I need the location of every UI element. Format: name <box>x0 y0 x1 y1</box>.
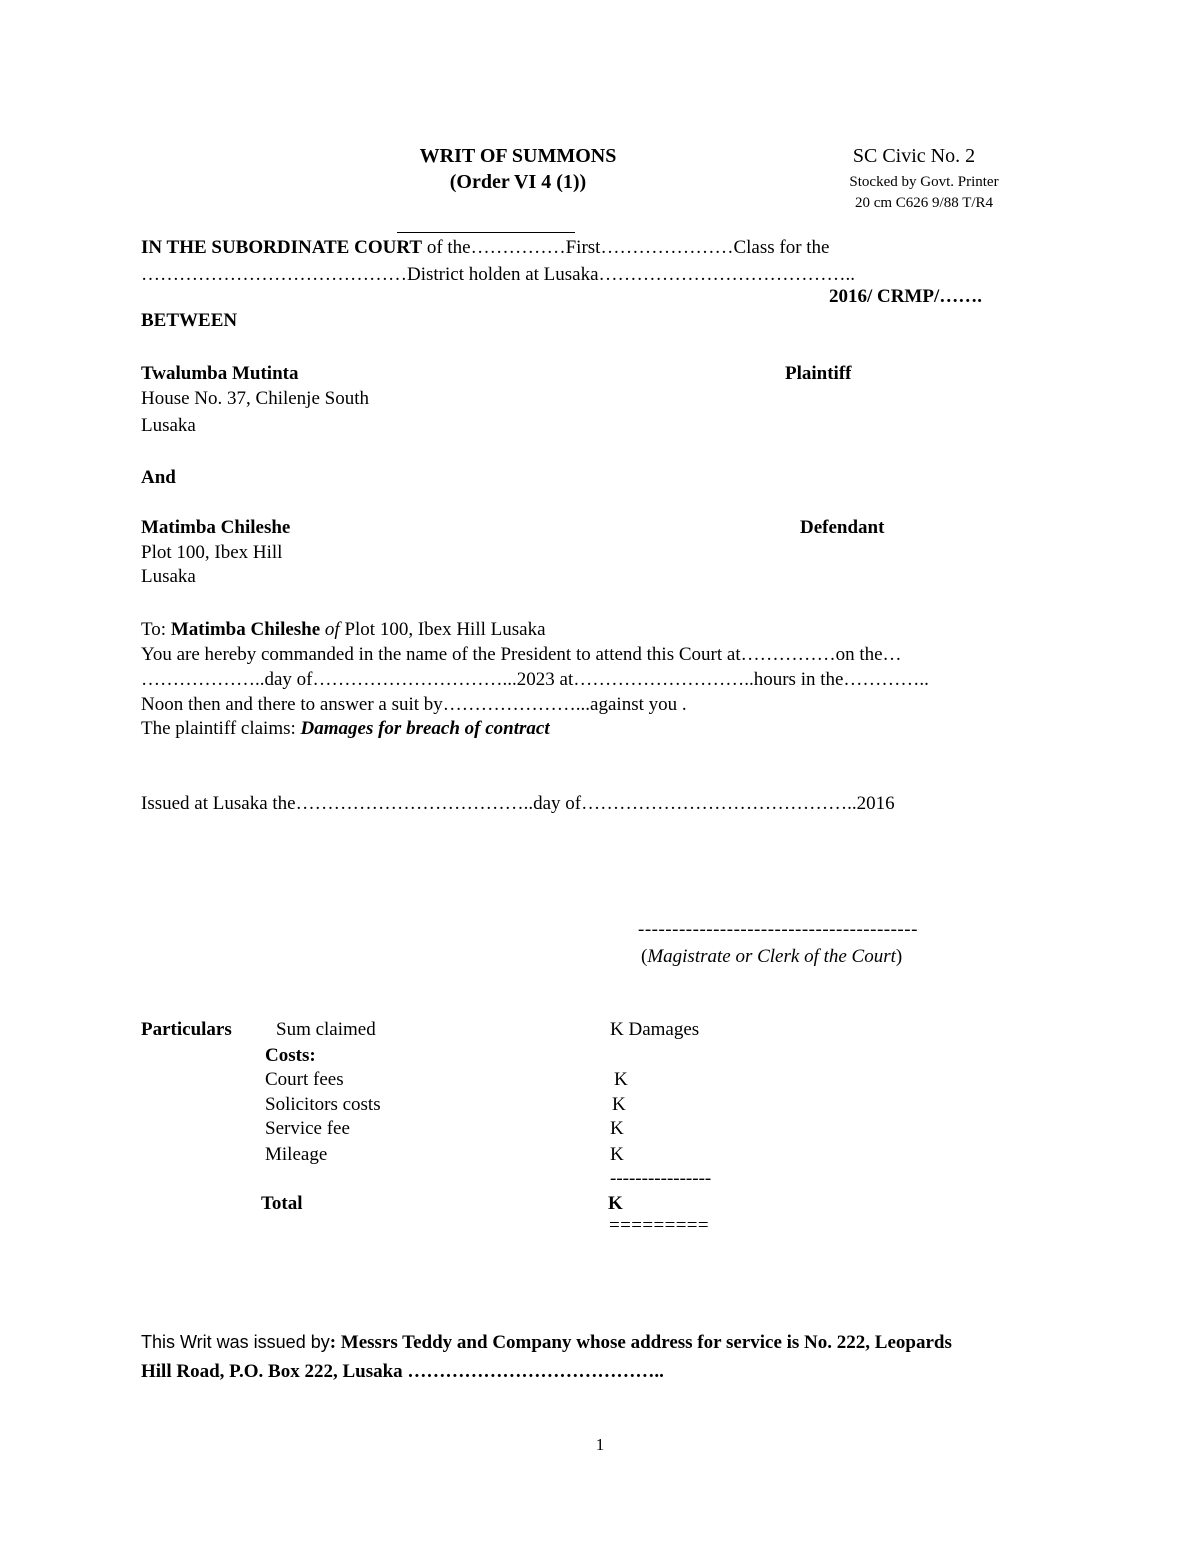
particulars-label: Particulars <box>141 1019 232 1040</box>
cost-item-value: K <box>610 1118 624 1139</box>
total-rule: ========= <box>609 1215 710 1236</box>
defendant-address-line-2: Lusaka <box>141 566 196 587</box>
plaintiff-address-line-2: Lusaka <box>141 415 196 436</box>
stocked-by: Stocked by Govt. Printer <box>849 174 999 190</box>
subtotal-rule: ---------------- <box>610 1168 712 1189</box>
claims-line <box>141 718 550 741</box>
plaintiff-role: Plaintiff <box>785 363 852 384</box>
command-line-2: ………………..day of…………………………...2023 at………………………..hours in the………….. <box>141 669 929 690</box>
to-line <box>141 619 546 642</box>
cost-item-value: K <box>612 1094 626 1115</box>
command-line-1: You are hereby commanded in the name of the President to attend this Court at……………on the… <box>141 644 902 665</box>
costs-label: Costs: <box>265 1045 316 1066</box>
court-heading: IN THE SUBORDINATE COURT <box>141 237 423 258</box>
cost-item-value: K <box>610 1144 624 1165</box>
case-number: 2016/ CRMP/……. <box>828 286 982 307</box>
print-reference: 20 cm C626 9/88 T/R4 <box>854 195 994 211</box>
court-line-1-rest: of the……………First…………………Class for the <box>422 237 830 258</box>
cost-item-value: K <box>614 1069 628 1090</box>
cost-item-label: Court fees <box>265 1069 344 1090</box>
total-label: Total <box>261 1193 303 1214</box>
defendant-address-line-1: Plot 100, Ibex Hill <box>141 542 283 563</box>
issued-by-colon: : <box>329 1332 341 1353</box>
command-line-3: Noon then and there to answer a suit by…………………...against you . <box>141 694 687 715</box>
total-value: K <box>608 1193 623 1214</box>
claims-text: Damages for breach of contract <box>300 718 550 739</box>
court-line-2: ……………………………………District holden at Lusaka………………………………….. <box>141 264 856 285</box>
cost-item-label: Service fee <box>265 1118 350 1139</box>
issued-by-firm: Messrs Teddy and Company whose address for service is No. 222, Leopards <box>340 1332 952 1353</box>
to-of: of <box>324 619 340 640</box>
title-underline <box>397 232 575 233</box>
court-line-1 <box>141 237 830 260</box>
to-name: Matimba Chileshe <box>170 619 321 640</box>
cost-item-label: Solicitors costs <box>265 1094 381 1115</box>
signature-open-paren: ( <box>641 946 648 967</box>
between-label: BETWEEN <box>141 310 238 331</box>
cost-item-label: Mileage <box>265 1144 328 1165</box>
document-title: WRIT OF SUMMONS <box>419 145 617 167</box>
plaintiff-address-line-1: House No. 37, Chilenje South <box>141 388 369 409</box>
signature-caption-text: Magistrate or Clerk of the Court <box>647 946 896 967</box>
plaintiff-name: Twalumba Mutinta <box>141 363 299 384</box>
order-reference: (Order VI 4 (1)) <box>449 171 587 193</box>
defendant-name: Matimba Chileshe <box>141 517 291 538</box>
to-prefix: To: <box>141 619 171 640</box>
signature-close-paren: ) <box>895 946 903 967</box>
issued-by-line-1 <box>141 1332 952 1355</box>
issued-by-prefix: This Writ was issued by <box>141 1332 330 1352</box>
sum-claimed-value: K Damages <box>610 1019 700 1040</box>
and-label: And <box>141 467 176 488</box>
form-number: SC Civic No. 2 <box>852 145 976 167</box>
issued-by-line-2: Hill Road, P.O. Box 222, Lusaka ………………………………….. <box>141 1361 664 1382</box>
claims-prefix: The plaintiff claims: <box>141 718 301 739</box>
defendant-role: Defendant <box>800 517 885 538</box>
to-address: Plot 100, Ibex Hill Lusaka <box>339 619 546 640</box>
issued-line: Issued at Lusaka the………………………………..day of……………………………………..2016 <box>141 793 895 814</box>
signature-line: ----------------------------------------- <box>638 919 918 940</box>
signature-caption <box>641 946 902 969</box>
sum-claimed-label: Sum claimed <box>276 1019 376 1040</box>
page-number: 1 <box>595 1435 605 1454</box>
